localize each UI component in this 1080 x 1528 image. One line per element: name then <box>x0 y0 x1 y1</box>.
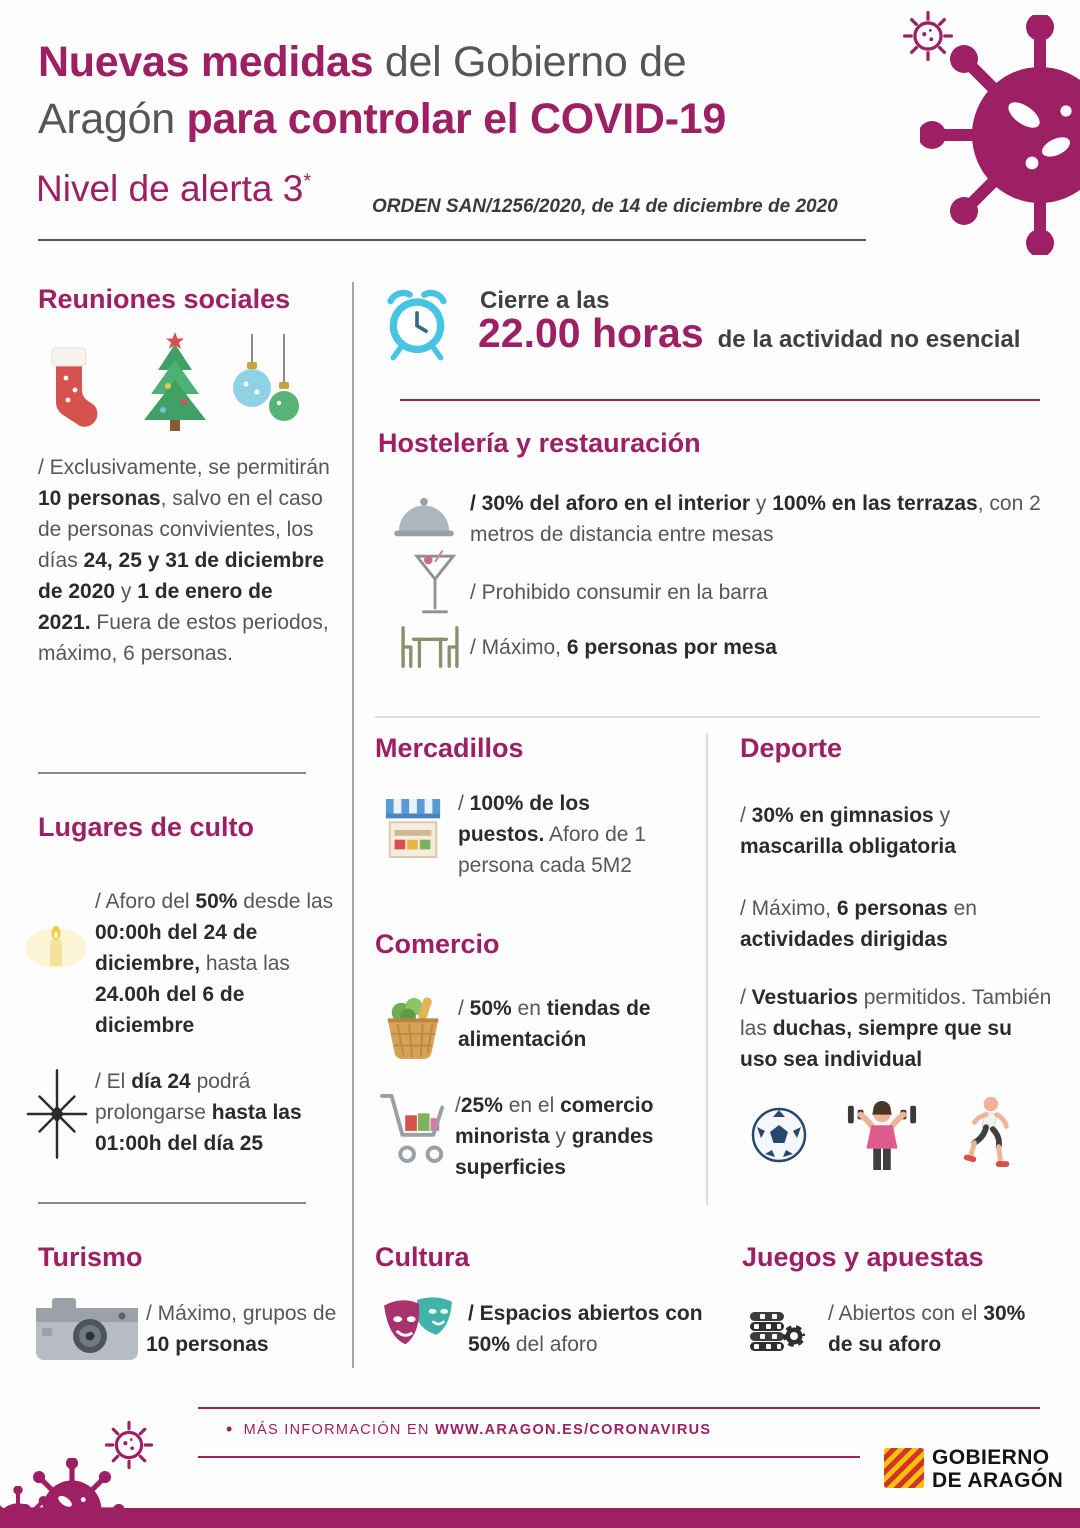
footer-info <box>226 1419 711 1440</box>
aragon-flag-icon <box>884 1448 924 1488</box>
deporte-item-1: / 30% en gimnasios y mascarilla obligatoria <box>740 804 956 858</box>
header-divider <box>38 239 866 241</box>
section-title-mercadillos: Mercadillos <box>375 733 524 763</box>
candle-icon <box>24 916 88 972</box>
page-title: Nuevas medidas del Gobierno de Aragón para controlar el COVID-19 <box>38 38 726 143</box>
cultura-body: / Espacios abiertos con 50% del aforo <box>468 1302 703 1356</box>
bottom-bar <box>0 1508 1080 1528</box>
mercadillos-body: / 100% de los puestos. Aforo de 1 persona cada 5M2 <box>458 792 646 877</box>
divider <box>375 716 1040 718</box>
divider <box>400 399 1040 401</box>
cierre-line1: Cierre a las <box>480 287 610 314</box>
market-stall-icon <box>382 793 444 867</box>
hosteleria-item-1: / 30% del aforo en el interior y 100% en las terrazas, con 2 metros de distancia entre mesas <box>470 492 1041 546</box>
alarm-clock-icon <box>376 282 458 364</box>
runner-icon <box>956 1095 1018 1175</box>
gobierno-aragon-logo <box>932 1446 1063 1492</box>
cierre-time-row <box>478 310 1020 357</box>
section-title-hosteleria: Hostelería y restauración <box>378 428 701 458</box>
footer-divider-bottom <box>198 1456 860 1458</box>
culto-item-1: / Aforo del 50% desde las 00:00h del 24 de diciembre, hasta las 24.00h del 6 de diciembre <box>95 890 334 1037</box>
divider <box>38 772 306 774</box>
weightlifting-icon <box>846 1096 918 1174</box>
soccer-ball-icon <box>750 1106 808 1164</box>
camera-icon <box>34 1292 140 1364</box>
star-icon <box>24 1068 90 1160</box>
serving-cloche-icon <box>392 494 456 544</box>
hosteleria-item-2: / Prohibido consumir en la barra <box>470 581 768 604</box>
cocktail-icon <box>412 548 458 618</box>
divider <box>38 1202 306 1204</box>
logo-line-2: DE ARAGÓN <box>932 1469 1064 1492</box>
section-title-comercio: Comercio <box>375 929 500 959</box>
poker-chips-icon <box>744 1292 806 1358</box>
deporte-icons <box>750 1095 1018 1175</box>
grocery-basket-icon <box>382 993 444 1063</box>
hosteleria-item-3: / Máximo, 6 personas por mesa <box>470 636 777 659</box>
footer-bullet: • <box>226 1419 234 1439</box>
section-title-cultura: Cultura <box>375 1242 470 1272</box>
logo-line-1: GOBIERNO <box>932 1446 1050 1469</box>
footer-info-text: MÁS INFORMACIÓN EN WWW.ARAGON.ES/CORONAVIRUS <box>243 1422 712 1438</box>
culto-item-2: / El día 24 podrá prolongarse hasta las 01:00h del día 25 <box>95 1070 302 1155</box>
cierre-line2: de la actividad no esencial <box>717 326 1021 353</box>
deporte-item-2: / Máximo, 6 personas en actividades dirigidas <box>740 897 977 951</box>
section-title-juegos: Juegos y apuestas <box>742 1242 984 1272</box>
reuniones-body: / Exclusivamente, se permitirán 10 personas, salvo en el caso de personas convivientes, los días 24, 25 y 31 de diciembre de 2020 y 1 de enero de 2021. Fuera de estos periodos, máximo, 6 personas. <box>38 456 330 665</box>
juegos-body: / Abiertos con el 30% de su aforo <box>828 1302 1026 1356</box>
vertical-divider <box>706 733 708 1205</box>
order-reference: ORDEN SAN/1256/2020, de 14 de diciembre de 2020 <box>372 196 838 217</box>
vertical-divider <box>352 282 354 1368</box>
section-title-turismo: Turismo <box>38 1242 143 1272</box>
christmas-stocking-icon <box>42 338 102 430</box>
alert-asterisk: * <box>303 170 312 193</box>
virus-filled-icon <box>920 15 1080 255</box>
comercio-item-2: /25% en el comercio minorista y grandes superficies <box>455 1094 654 1179</box>
theater-masks-icon <box>382 1294 456 1358</box>
christmas-tree-icon <box>130 330 220 434</box>
alert-level-text: Nivel de alerta 3 <box>36 168 304 209</box>
alert-level <box>36 168 311 210</box>
section-title-deporte: Deporte <box>740 733 843 763</box>
comercio-item-1: / 50% en tiendas de alimentación <box>458 997 651 1051</box>
section-title-lugares-culto: Lugares de culto <box>38 812 255 842</box>
turismo-body: / Máximo, grupos de 10 personas <box>146 1302 337 1356</box>
table-chairs-icon <box>398 622 462 672</box>
section-title-reuniones: Reuniones sociales <box>38 284 291 314</box>
cierre-time: 22.00 horas <box>478 310 704 356</box>
footer-divider-top <box>198 1407 1040 1409</box>
christmas-baubles-icon <box>226 334 306 438</box>
deporte-item-3: / Vestuarios permitidos. También las duchas, siempre que su uso sea individual <box>740 986 1052 1071</box>
shopping-cart-icon <box>378 1086 448 1168</box>
